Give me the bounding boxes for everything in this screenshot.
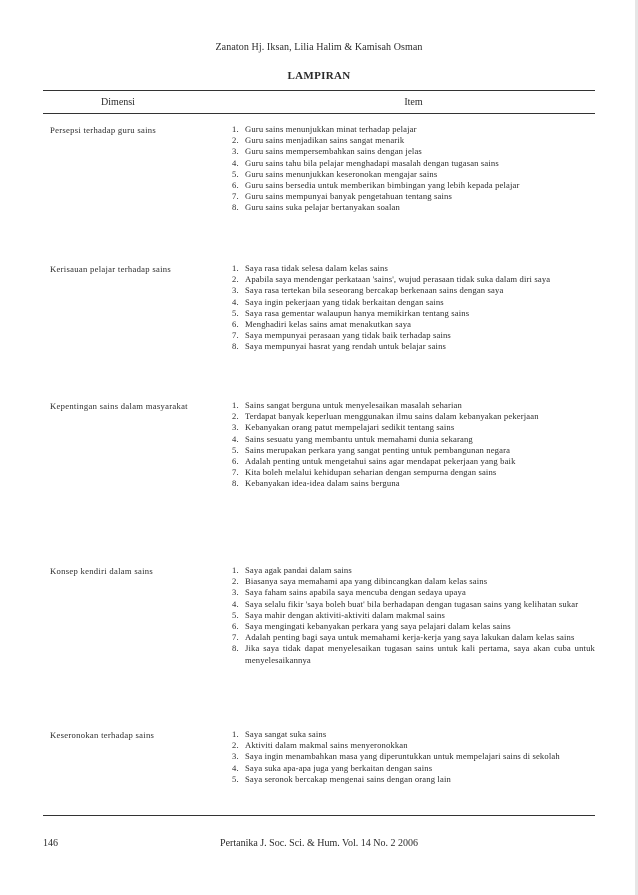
list-item: [232, 751, 595, 762]
column-header-item: Item: [404, 97, 423, 108]
item-text: Aktiviti dalam makmal sains menyeronokkan: [245, 740, 408, 751]
table-bottom-rule: [43, 815, 595, 816]
item-text: Saya seronok bercakap mengenai sains dengan orang lain: [245, 773, 451, 784]
list-item: [232, 478, 595, 489]
page-number: 146: [43, 838, 58, 849]
list-item: [232, 740, 595, 751]
item-number: 7.: [232, 467, 239, 478]
item-number: 8.: [232, 202, 239, 213]
item-number: 4.: [232, 296, 239, 307]
item-text: Saya rasa tertekan bila seseorang bercakap berkenaan sains dengan saya: [245, 285, 504, 296]
item-number: 5.: [232, 773, 239, 784]
item-text: Adalah penting untuk mengetahui sains agar mendapat pekerjaan yang baik: [245, 456, 516, 467]
item-text: Saya suka apa-apa juga yang berkaitan dengan sains: [245, 762, 433, 773]
list-item: [232, 599, 595, 610]
item-number: 4.: [232, 433, 239, 444]
item-text: Sains sangat berguna untuk menyelesaikan masalah seharian: [245, 400, 462, 410]
item-number: 5.: [232, 307, 239, 318]
item-number: 3.: [232, 751, 239, 762]
item-text: Kebanyakan idea-idea dalam sains berguna: [245, 478, 400, 489]
item-list: [232, 263, 595, 353]
list-item: [232, 774, 595, 785]
item-number: 7.: [232, 191, 239, 202]
item-text: Guru sains menunjukkan minat terhadap pelajar: [245, 124, 417, 134]
list-item: [232, 576, 595, 587]
list-item: [232, 565, 595, 576]
item-number: 8.: [232, 643, 239, 654]
item-text: Guru sains mempersembahkan sains dengan jelas: [245, 146, 422, 157]
item-number: 6.: [232, 180, 239, 191]
list-item: [232, 274, 595, 285]
item-number: 7.: [232, 330, 239, 341]
list-item: [232, 341, 595, 352]
list-item: [232, 297, 595, 308]
item-number: 2.: [232, 576, 239, 587]
item-text: Apabila saya mendengar perkataan 'sains', wujud perasaan tidak suka dalam diri saya: [245, 274, 551, 285]
item-number: 1.: [232, 729, 239, 739]
list-item: [232, 124, 595, 135]
list-item: [232, 643, 595, 665]
list-item: [232, 621, 595, 632]
list-item: [232, 285, 595, 296]
item-number: 1.: [232, 400, 239, 410]
list-item: [232, 456, 595, 467]
item-text: Adalah penting bagi saya untuk memahami kerja-kerja yang saya lakukan dalam kelas sains: [245, 632, 575, 643]
item-text: Saya selalu fikir 'saya boleh buat' bila berhadapan dengan tugasan sains yang kelihatan sukar: [245, 598, 579, 609]
item-text: Sains sesuatu yang membantu untuk memahami dunia sekarang: [245, 433, 473, 444]
item-number: 3.: [232, 422, 239, 433]
dimension-label: Kerisauan pelajar terhadap sains: [50, 264, 172, 274]
list-item: [232, 135, 595, 146]
item-number: 3.: [232, 146, 239, 157]
dimension-label: Persepsi terhadap guru sains: [50, 125, 157, 135]
item-text: Sains merupakan perkara yang sangat penting untuk pembangunan negara: [245, 444, 511, 455]
item-text: Guru sains menjadikan sains sangat menarik: [245, 135, 405, 146]
item-text: Saya mempunyai perasaan yang tidak baik terhadap sains: [245, 330, 451, 341]
list-item: [232, 610, 595, 621]
item-list: [232, 729, 595, 785]
item-text: Saya agak pandai dalam sains: [245, 565, 352, 575]
list-item: [232, 422, 595, 433]
table-top-rule: [43, 90, 595, 91]
item-text: Saya mahir dengan aktiviti-aktiviti dalam makmal sains: [245, 609, 445, 620]
dimension-label: Kepentingan sains dalam masyarakat: [50, 401, 188, 411]
appendix-title: LAMPIRAN: [287, 70, 351, 82]
item-number: 4.: [232, 598, 239, 609]
item-text: Saya mempunyai hasrat yang rendah untuk belajar sains: [245, 341, 447, 352]
list-item: [232, 319, 595, 330]
list-item: [232, 169, 595, 180]
item-text: Saya ingin menambahkan masa yang diperuntukkan untuk mempelajari sains di sekolah: [245, 751, 560, 762]
item-number: 5.: [232, 609, 239, 620]
list-item: [232, 263, 595, 274]
item-text: Guru sains tahu bila pelajar menghadapi masalah dengan tugasan sains: [245, 157, 499, 168]
item-number: 8.: [232, 341, 239, 352]
item-text: Biasanya saya memahami apa yang dibincangkan dalam kelas sains: [245, 576, 488, 587]
item-text: Saya sangat suka sains: [245, 729, 327, 739]
item-number: 2.: [232, 740, 239, 751]
list-item: [232, 729, 595, 740]
item-number: 1.: [232, 124, 239, 134]
item-number: 5.: [232, 444, 239, 455]
item-text: Saya rasa gementar walaupun hanya memikirkan tentang sains: [245, 307, 470, 318]
item-number: 3.: [232, 285, 239, 296]
item-text: Menghadiri kelas sains amat menakutkan saya: [245, 319, 412, 330]
item-number: 1.: [232, 565, 239, 575]
list-item: [232, 411, 595, 422]
list-item: [232, 763, 595, 774]
running-header: Zanaton Hj. Iksan, Lilia Halim & Kamisah Osman: [215, 42, 423, 53]
item-number: 2.: [232, 411, 239, 422]
item-number: 7.: [232, 632, 239, 643]
list-item: [232, 434, 595, 445]
item-number: 4.: [232, 762, 239, 773]
list-item: [232, 445, 595, 456]
item-list: [232, 124, 595, 214]
item-text: Terdapat banyak keperluan menggunakan ilmu sains dalam kebanyakan pekerjaan: [245, 411, 539, 422]
item-number: 1.: [232, 263, 239, 273]
item-number: 4.: [232, 157, 239, 168]
item-number: 6.: [232, 456, 239, 467]
item-text: Guru sains suka pelajar bertanyakan soalan: [245, 202, 400, 213]
item-text: Saya rasa tidak selesa dalam kelas sains: [245, 263, 388, 273]
list-item: [232, 467, 595, 478]
item-text: Saya faham sains apabila saya mencuba dengan sedaya upaya: [245, 587, 466, 598]
list-item: [232, 158, 595, 169]
item-number: 8.: [232, 478, 239, 489]
item-number: 2.: [232, 135, 239, 146]
item-number: 5.: [232, 168, 239, 179]
dimension-label: Konsep kendiri dalam sains: [50, 566, 154, 576]
list-item: [232, 202, 595, 213]
item-list: [232, 565, 595, 666]
dimension-label: Keseronokan terhadap sains: [50, 730, 155, 740]
item-number: 3.: [232, 587, 239, 598]
item-text: Saya ingin pekerjaan yang tidak berkaitan dengan sains: [245, 296, 444, 307]
list-item: [232, 146, 595, 157]
list-item: [232, 191, 595, 202]
item-text: Guru sains menunjukkan keseronokan mengajar sains: [245, 168, 438, 179]
journal-citation: Pertanika J. Soc. Sci. & Hum. Vol. 14 No. 2 2006: [220, 838, 418, 849]
item-number: 6.: [232, 319, 239, 330]
list-item: [232, 308, 595, 319]
item-text: Jika saya tidak dapat menyelesaikan tugasan sains untuk kali pertama, saya akan cuba untuk menyelesaikannya: [245, 643, 595, 665]
item-list: [232, 400, 595, 490]
item-number: 2.: [232, 274, 239, 285]
item-text: Guru sains mempunyai banyak pengetahuan tentang sains: [245, 191, 452, 202]
item-text: Kita boleh melalui kehidupan seharian dengan sempurna dengan sains: [245, 467, 497, 478]
item-text: Kebanyakan orang patut mempelajari sedikit tentang sains: [245, 422, 455, 433]
list-item: [232, 587, 595, 598]
list-item: [232, 330, 595, 341]
item-text: Saya mengingati kebanyakan perkara yang saya pelajari dalam kelas sains: [245, 621, 511, 632]
item-text: Guru sains bersedia untuk memberikan bimbingan yang lebih kepada pelajar: [245, 180, 520, 191]
item-number: 6.: [232, 621, 239, 632]
table-header-rule: [43, 113, 595, 114]
column-header-dimension: Dimensi: [101, 97, 135, 108]
list-item: [232, 632, 595, 643]
list-item: [232, 400, 595, 411]
list-item: [232, 180, 595, 191]
